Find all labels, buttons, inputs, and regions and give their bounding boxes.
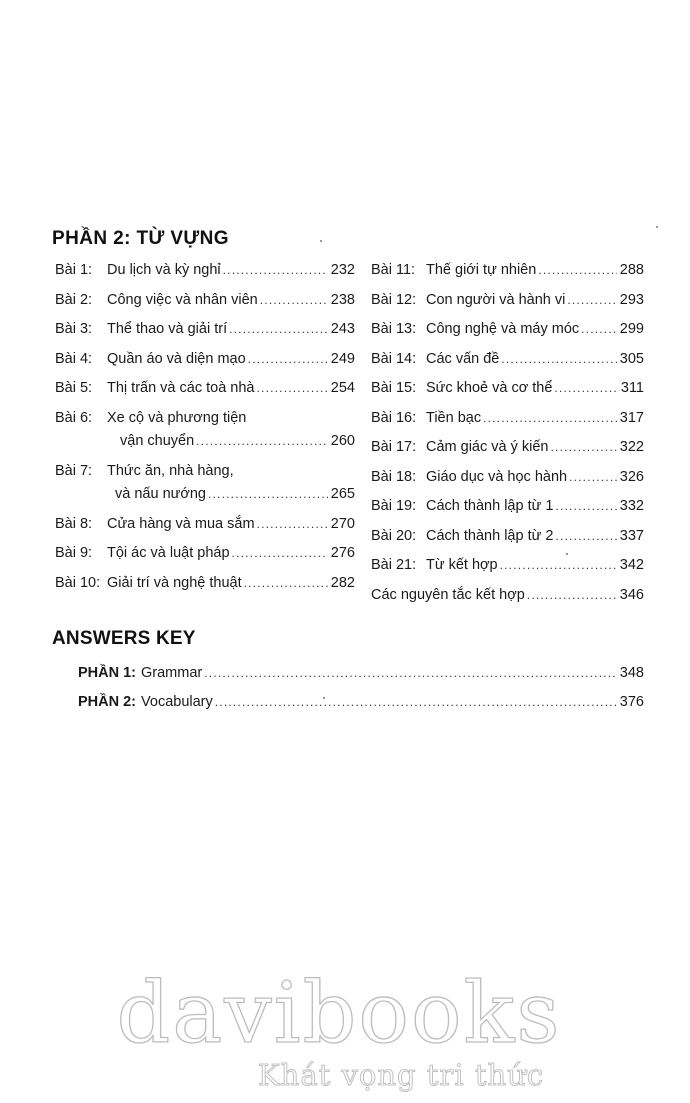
toc-entry[interactable] — [371, 351, 644, 381]
toc-entry[interactable] — [55, 575, 355, 605]
page-number: 348 — [619, 665, 644, 681]
lesson-number: Bài 13: — [371, 321, 417, 337]
page-number: 376 — [619, 694, 644, 710]
page-number: 332 — [619, 498, 644, 514]
page-number: 265 — [330, 485, 355, 502]
toc-entry[interactable] — [78, 665, 644, 694]
lesson-number: Bài 16: — [371, 409, 417, 426]
toc-entry[interactable] — [371, 587, 644, 617]
scan-speck — [656, 226, 658, 228]
lesson-number: Bài 1: — [55, 262, 93, 278]
toc-entry[interactable] — [55, 545, 355, 575]
lesson-number: Bài 20: — [371, 527, 417, 544]
dot-leader — [554, 381, 617, 395]
dot-leader — [483, 411, 617, 425]
lesson-number: Bài 15: — [371, 380, 417, 396]
dot-leader — [208, 487, 328, 501]
lesson-title: Giáo dục và học hành — [426, 468, 568, 485]
page-number: 299 — [619, 321, 644, 337]
lesson-number: Bài 11: — [371, 262, 416, 278]
section-heading-answers-key: ANSWERS KEY — [52, 628, 196, 649]
toc-entry[interactable] — [55, 262, 355, 292]
lesson-title-continued: vận chuyển — [120, 432, 195, 449]
lesson-title: Công nghệ và máy móc — [426, 321, 580, 337]
page-number: 305 — [619, 350, 644, 367]
toc-entry[interactable] — [55, 516, 355, 546]
page-number: 270 — [330, 515, 355, 532]
toc-entry[interactable] — [371, 498, 644, 528]
lesson-title: Tiền bạc — [426, 409, 482, 426]
dot-leader — [204, 666, 617, 680]
lesson-title: Cửa hàng và mua sắm — [107, 515, 255, 532]
page-number: 282 — [330, 574, 355, 591]
toc-entry[interactable] — [55, 292, 355, 322]
dot-leader — [223, 263, 328, 277]
dot-leader — [248, 352, 328, 366]
page-number: 311 — [620, 380, 644, 396]
lesson-title: Tội ác và luật pháp — [107, 545, 230, 561]
answers-key-list — [78, 665, 644, 723]
toc-entry[interactable] — [55, 380, 355, 410]
lesson-number: Bài 9: — [55, 545, 93, 561]
answers-part-title: Grammar — [141, 665, 203, 681]
lesson-title: Từ kết hợp — [426, 557, 498, 573]
toc-left-column — [55, 262, 355, 604]
dot-leader — [257, 517, 328, 531]
dot-leader — [567, 293, 616, 307]
section-heading-vocabulary: PHẦN 2: TỪ VỰNG — [52, 228, 229, 249]
dot-leader — [244, 576, 328, 590]
lesson-number: Bài 2: — [55, 291, 93, 308]
lesson-number: Bài 7: — [55, 462, 93, 479]
toc-entry[interactable] — [371, 380, 644, 410]
toc-entry[interactable] — [55, 463, 355, 516]
dot-leader — [500, 558, 617, 572]
lesson-title: Sức khoẻ và cơ thể — [426, 380, 553, 396]
toc-entry[interactable] — [371, 528, 644, 558]
lesson-title: Quần áo và diện mạo — [107, 350, 246, 367]
toc-entry[interactable] — [371, 557, 644, 587]
lesson-title-continued: và nấu nướng — [115, 485, 206, 502]
page-number: 260 — [330, 432, 355, 449]
lesson-number: Bài 14: — [371, 350, 417, 367]
lesson-title: Du lịch và kỳ nghỉ — [107, 262, 221, 278]
lesson-number: Bài 8: — [55, 515, 93, 532]
page-number: 317 — [619, 409, 644, 426]
lesson-title: Con người và hành vi — [426, 291, 566, 308]
page-number: 326 — [619, 468, 644, 485]
dot-leader — [232, 546, 328, 560]
scan-speck — [566, 553, 568, 555]
answers-part-label: PHẦN 2: — [78, 694, 137, 710]
watermark-logo: davibooks — [116, 964, 562, 1062]
lesson-title: Thế giới tự nhiên — [426, 262, 537, 278]
page-number: 243 — [330, 321, 355, 337]
lesson-title: Thể thao và giải trí — [107, 321, 228, 337]
dot-leader — [260, 293, 328, 307]
toc-entry[interactable] — [371, 321, 644, 351]
dot-leader — [581, 322, 617, 336]
lesson-title: Giải trí và nghệ thuật — [107, 574, 242, 591]
page-number: 276 — [330, 545, 355, 561]
toc-right-column — [371, 262, 644, 616]
lesson-title: Cách thành lập từ 1 — [426, 498, 554, 514]
lesson-number: Bài 3: — [55, 321, 93, 337]
lesson-number: Bài 18: — [371, 468, 417, 485]
lesson-title: Các vấn đề — [426, 350, 500, 367]
toc-entry[interactable] — [55, 321, 355, 351]
toc-entry[interactable] — [371, 292, 644, 322]
watermark-tagline: Khát vọng tri thức — [258, 1058, 545, 1092]
watermark — [0, 964, 690, 1092]
toc-entry[interactable] — [55, 351, 355, 381]
dot-leader — [229, 322, 328, 336]
toc-entry[interactable] — [371, 410, 644, 440]
lesson-title: Thị trấn và các toà nhà — [107, 380, 255, 396]
toc-entry[interactable] — [371, 262, 644, 292]
scan-speck — [320, 240, 322, 242]
dot-leader — [527, 588, 617, 602]
page-number: 337 — [619, 527, 644, 544]
lesson-title: Thức ăn, nhà hàng, — [107, 462, 234, 479]
page-number: 322 — [619, 439, 644, 455]
lesson-number: Bài 5: — [55, 380, 93, 396]
dot-leader — [555, 529, 616, 543]
lesson-title: Các nguyên tắc kết hợp — [371, 586, 525, 603]
lesson-title: Cảm giác và ý kiến — [426, 439, 549, 455]
answers-part-label: PHẦN 1: — [78, 665, 137, 681]
lesson-title: Công việc và nhân viên — [107, 291, 258, 308]
dot-leader — [569, 470, 617, 484]
lesson-title: Cách thành lập từ 2 — [426, 527, 554, 544]
lesson-number: Bài 6: — [55, 409, 93, 426]
answers-part-title: Vocabulary — [141, 694, 213, 710]
page-number: 288 — [619, 262, 644, 278]
dot-leader — [538, 263, 616, 277]
page-number: 249 — [330, 350, 355, 367]
lesson-number: Bài 19: — [371, 498, 417, 514]
toc-entry[interactable] — [55, 410, 355, 463]
page-number: 232 — [330, 262, 355, 278]
toc-entry[interactable] — [371, 469, 644, 499]
dot-leader — [555, 499, 616, 513]
dot-leader — [501, 352, 616, 366]
dot-leader — [551, 440, 617, 454]
page-number: 342 — [619, 557, 644, 573]
toc-entry[interactable] — [78, 694, 644, 723]
lesson-number: Bài 10: — [55, 574, 101, 591]
page-number: 346 — [619, 586, 644, 603]
page-number: 238 — [330, 291, 355, 308]
lesson-title: Xe cộ và phương tiện — [107, 409, 247, 426]
dot-leader — [257, 381, 328, 395]
lesson-number: Bài 17: — [371, 439, 417, 455]
lesson-number: Bài 12: — [371, 291, 417, 308]
dot-leader — [196, 434, 328, 448]
dot-leader — [215, 695, 617, 709]
scan-speck — [323, 697, 325, 699]
toc-entry[interactable] — [371, 439, 644, 469]
page-number: 254 — [330, 380, 355, 396]
lesson-number: Bài 21: — [371, 557, 417, 573]
lesson-number: Bài 4: — [55, 350, 93, 367]
page-number: 293 — [619, 291, 644, 308]
